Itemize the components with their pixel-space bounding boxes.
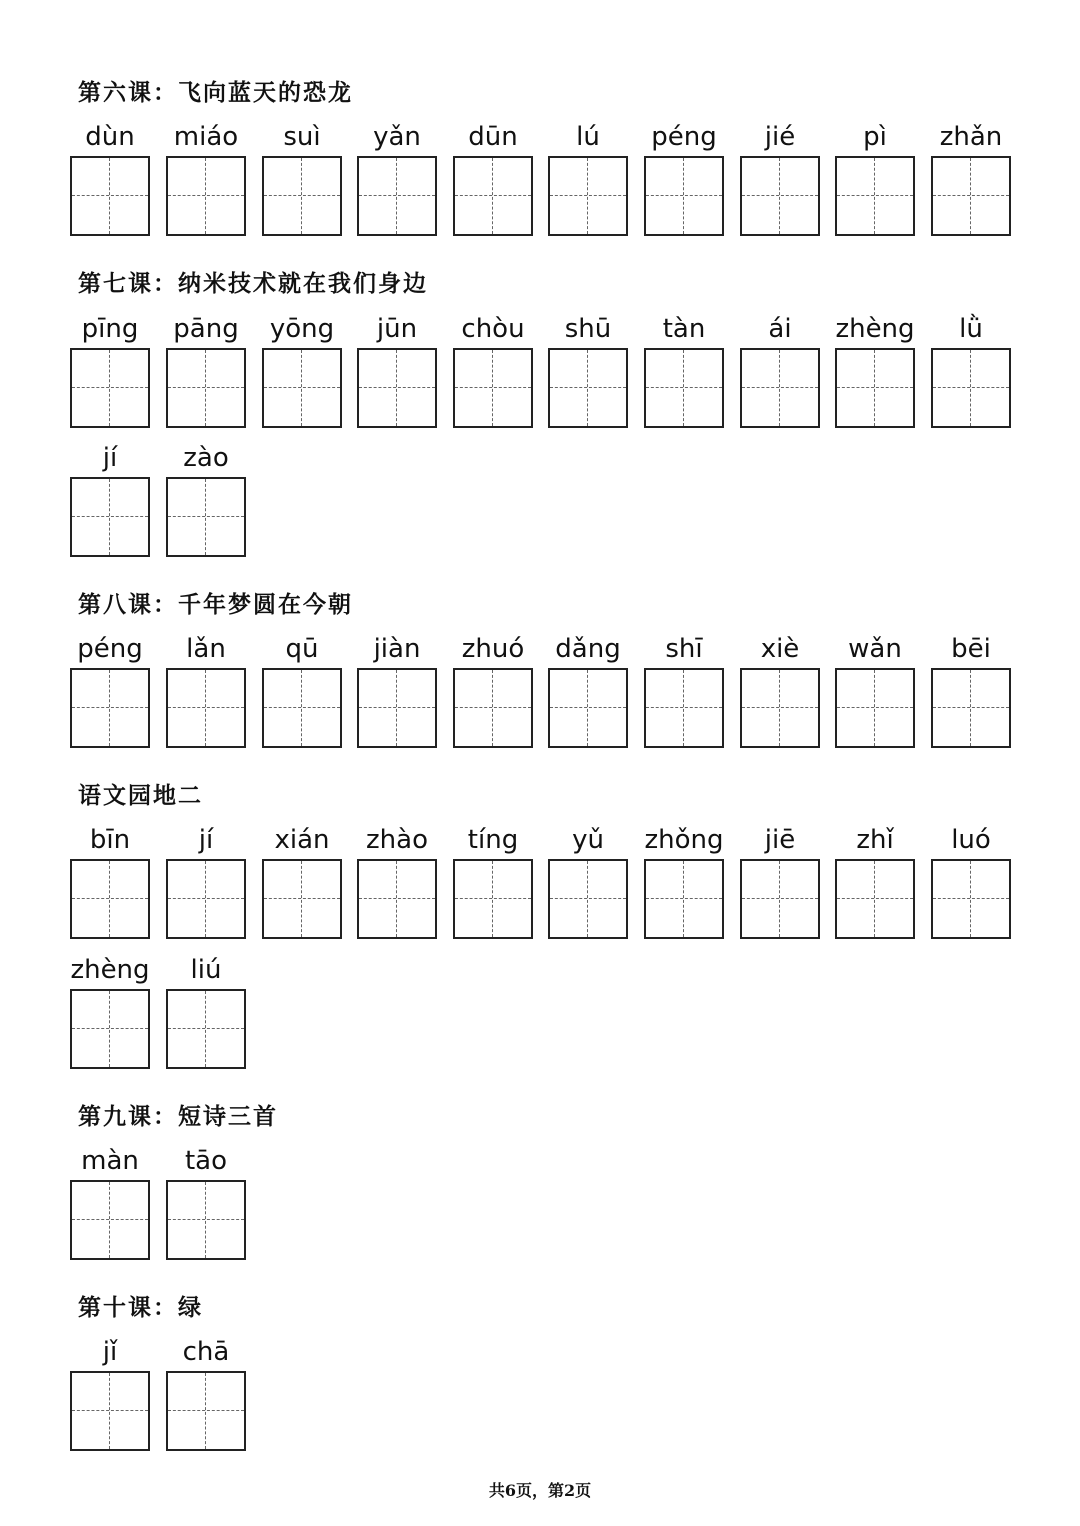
- pinyin-label: xián: [274, 825, 330, 855]
- section-title: 第九课：短诗三首: [78, 1103, 278, 1130]
- character-cell: [166, 632, 246, 748]
- writing-grid-box[interactable]: [548, 156, 628, 236]
- character-cell: [548, 823, 628, 939]
- grid-guide-horizontal: [550, 195, 626, 196]
- writing-grid-box[interactable]: [644, 156, 724, 236]
- pinyin-label: ái: [768, 314, 792, 344]
- grid-guide-vertical: [109, 479, 110, 555]
- grid-guide-horizontal: [168, 707, 244, 708]
- grid-guide-horizontal: [933, 707, 1009, 708]
- writing-grid-box[interactable]: [835, 156, 915, 236]
- character-cell: [166, 441, 246, 557]
- character-cell: [357, 312, 437, 428]
- grid-guide-vertical: [396, 158, 397, 234]
- pinyin-label: jiē: [764, 825, 796, 855]
- pinyin-label: péng: [651, 122, 717, 152]
- writing-grid-box[interactable]: [166, 989, 246, 1069]
- grid-guide-horizontal: [455, 898, 531, 899]
- pinyin-label: zhèng: [835, 314, 915, 344]
- grid-guide-vertical: [587, 158, 588, 234]
- character-cell: [740, 632, 820, 748]
- grid-guide-vertical: [109, 861, 110, 937]
- grid-guide-vertical: [396, 350, 397, 426]
- pinyin-label: yǔ: [572, 825, 604, 855]
- character-cell: [548, 120, 628, 236]
- pinyin-label: jūn: [376, 314, 418, 344]
- grid-guide-horizontal: [550, 387, 626, 388]
- grid-guide-horizontal: [455, 707, 531, 708]
- pinyin-label: xiè: [760, 634, 800, 664]
- grid-guide-horizontal: [359, 387, 435, 388]
- grid-guide-vertical: [683, 861, 684, 937]
- character-cell: [166, 1335, 246, 1451]
- grid-guide-horizontal: [168, 387, 244, 388]
- section-title: 第八课：千年梦圆在今朝: [78, 591, 353, 618]
- grid-guide-vertical: [205, 1373, 206, 1449]
- grid-guide-vertical: [301, 861, 302, 937]
- writing-grid-box[interactable]: [357, 859, 437, 939]
- writing-grid-box[interactable]: [166, 1371, 246, 1451]
- grid-guide-vertical: [779, 158, 780, 234]
- writing-grid-box[interactable]: [262, 859, 342, 939]
- writing-grid-box[interactable]: [835, 859, 915, 939]
- writing-grid-box[interactable]: [644, 859, 724, 939]
- pinyin-label: jí: [198, 825, 214, 855]
- writing-grid-box[interactable]: [70, 859, 150, 939]
- writing-grid-box[interactable]: [166, 348, 246, 428]
- grid-guide-vertical: [109, 1373, 110, 1449]
- character-cell: [548, 312, 628, 428]
- pinyin-label: pì: [863, 122, 887, 152]
- grid-guide-horizontal: [646, 387, 722, 388]
- pinyin-label: bīn: [89, 825, 131, 855]
- grid-guide-horizontal: [168, 1028, 244, 1029]
- writing-grid-box[interactable]: [357, 348, 437, 428]
- pinyin-label: bēi: [951, 634, 991, 664]
- grid-guide-vertical: [970, 158, 971, 234]
- grid-guide-vertical: [779, 350, 780, 426]
- writing-grid-box[interactable]: [262, 668, 342, 748]
- grid-guide-horizontal: [359, 707, 435, 708]
- grid-guide-horizontal: [168, 1219, 244, 1220]
- grid-guide-vertical: [970, 861, 971, 937]
- writing-grid-box[interactable]: [70, 1371, 150, 1451]
- grid-guide-horizontal: [550, 898, 626, 899]
- grid-guide-vertical: [970, 350, 971, 426]
- grid-guide-vertical: [205, 670, 206, 746]
- character-cell: [70, 823, 150, 939]
- section-title: 第六课：飞向蓝天的恐龙: [78, 79, 353, 106]
- grid-guide-horizontal: [742, 898, 818, 899]
- grid-guide-horizontal: [168, 516, 244, 517]
- grid-guide-horizontal: [646, 195, 722, 196]
- character-cell: [262, 312, 342, 428]
- grid-guide-vertical: [874, 670, 875, 746]
- grid-guide-vertical: [109, 991, 110, 1067]
- pinyin-label: zhào: [366, 825, 428, 855]
- grid-guide-horizontal: [264, 387, 340, 388]
- character-cell: [931, 823, 1011, 939]
- pinyin-label: péng: [77, 634, 143, 664]
- writing-grid-box[interactable]: [166, 156, 246, 236]
- grid-guide-horizontal: [72, 1219, 148, 1220]
- grid-guide-horizontal: [264, 195, 340, 196]
- writing-grid-box[interactable]: [453, 156, 533, 236]
- pinyin-label: jiàn: [373, 634, 421, 664]
- grid-guide-vertical: [492, 861, 493, 937]
- grid-guide-horizontal: [72, 387, 148, 388]
- pinyin-label: liú: [190, 955, 222, 985]
- writing-grid-box[interactable]: [740, 668, 820, 748]
- pinyin-label: chā: [182, 1337, 230, 1367]
- grid-guide-horizontal: [72, 1028, 148, 1029]
- writing-grid-box[interactable]: [548, 348, 628, 428]
- grid-guide-horizontal: [72, 516, 148, 517]
- grid-guide-horizontal: [837, 195, 913, 196]
- grid-guide-horizontal: [550, 707, 626, 708]
- grid-guide-vertical: [492, 670, 493, 746]
- pinyin-label: jié: [764, 122, 796, 152]
- pinyin-label: miáo: [173, 122, 239, 152]
- character-cell: [70, 953, 150, 1069]
- character-cell: [740, 823, 820, 939]
- grid-guide-horizontal: [837, 898, 913, 899]
- writing-grid-box[interactable]: [740, 348, 820, 428]
- grid-guide-horizontal: [933, 387, 1009, 388]
- grid-guide-horizontal: [455, 387, 531, 388]
- grid-guide-horizontal: [168, 898, 244, 899]
- grid-guide-horizontal: [359, 195, 435, 196]
- grid-guide-vertical: [205, 350, 206, 426]
- grid-guide-horizontal: [168, 195, 244, 196]
- character-cell: [835, 312, 915, 428]
- grid-guide-vertical: [874, 350, 875, 426]
- writing-grid-box[interactable]: [70, 668, 150, 748]
- grid-guide-vertical: [396, 861, 397, 937]
- character-cell: [262, 823, 342, 939]
- writing-grid-box[interactable]: [166, 859, 246, 939]
- grid-guide-vertical: [874, 158, 875, 234]
- character-cell: [835, 632, 915, 748]
- writing-grid-box[interactable]: [262, 348, 342, 428]
- character-cell: [453, 312, 533, 428]
- character-cell: [70, 1144, 150, 1260]
- writing-grid-box[interactable]: [644, 668, 724, 748]
- pinyin-label: dūn: [468, 122, 518, 152]
- character-cell: [262, 120, 342, 236]
- section-title: 第十课：绿: [78, 1294, 203, 1321]
- pinyin-label: zhèng: [70, 955, 150, 985]
- grid-guide-horizontal: [168, 1410, 244, 1411]
- pinyin-label: qū: [285, 634, 319, 664]
- grid-guide-horizontal: [455, 195, 531, 196]
- character-cell: [644, 823, 724, 939]
- pinyin-label: dùn: [85, 122, 135, 152]
- writing-grid-box[interactable]: [166, 1180, 246, 1260]
- pinyin-label: suì: [283, 122, 321, 152]
- pinyin-label: shū: [564, 314, 612, 344]
- character-cell: [644, 632, 724, 748]
- character-cell: [166, 120, 246, 236]
- writing-grid-box[interactable]: [70, 477, 150, 557]
- pinyin-label: màn: [81, 1146, 139, 1176]
- writing-grid-box[interactable]: [931, 859, 1011, 939]
- pinyin-label: zào: [183, 443, 229, 473]
- grid-guide-horizontal: [742, 195, 818, 196]
- grid-guide-vertical: [492, 350, 493, 426]
- grid-guide-vertical: [205, 479, 206, 555]
- grid-guide-horizontal: [837, 387, 913, 388]
- grid-guide-vertical: [205, 991, 206, 1067]
- grid-guide-vertical: [779, 861, 780, 937]
- grid-guide-vertical: [587, 861, 588, 937]
- section-title: 语文园地二: [78, 782, 203, 809]
- writing-grid-box[interactable]: [453, 348, 533, 428]
- pinyin-label: lǜ: [959, 314, 983, 344]
- grid-guide-vertical: [396, 670, 397, 746]
- character-cell: [740, 312, 820, 428]
- pinyin-label: zhǐ: [856, 825, 894, 855]
- grid-guide-vertical: [683, 670, 684, 746]
- pinyin-label: yǎn: [373, 122, 421, 152]
- character-cell: [166, 1144, 246, 1260]
- writing-grid-box[interactable]: [548, 859, 628, 939]
- writing-grid-box[interactable]: [931, 156, 1011, 236]
- writing-grid-box[interactable]: [70, 1180, 150, 1260]
- grid-guide-vertical: [683, 158, 684, 234]
- section-title: 第七课：纳米技术就在我们身边: [78, 270, 428, 297]
- page-footer: 共6页，第2页: [488, 1481, 592, 1500]
- grid-guide-vertical: [683, 350, 684, 426]
- character-cell: [644, 312, 724, 428]
- character-cell: [453, 120, 533, 236]
- writing-grid-box[interactable]: [931, 668, 1011, 748]
- character-cell: [166, 823, 246, 939]
- grid-guide-horizontal: [742, 707, 818, 708]
- grid-guide-horizontal: [72, 1410, 148, 1411]
- grid-guide-vertical: [109, 350, 110, 426]
- pinyin-label: tíng: [467, 825, 519, 855]
- pinyin-label: zhǒng: [644, 825, 724, 855]
- character-cell: [166, 312, 246, 428]
- character-cell: [262, 632, 342, 748]
- writing-grid-box[interactable]: [70, 989, 150, 1069]
- pinyin-label: pāng: [173, 314, 239, 344]
- character-cell: [70, 120, 150, 236]
- grid-guide-vertical: [301, 670, 302, 746]
- grid-guide-horizontal: [72, 707, 148, 708]
- writing-grid-box[interactable]: [740, 859, 820, 939]
- pinyin-label: wǎn: [848, 634, 902, 664]
- character-cell: [357, 120, 437, 236]
- pinyin-label: tàn: [662, 314, 706, 344]
- grid-guide-horizontal: [837, 707, 913, 708]
- pinyin-label: lǎn: [186, 634, 226, 664]
- pinyin-label: pīng: [81, 314, 139, 344]
- grid-guide-vertical: [109, 158, 110, 234]
- grid-guide-vertical: [779, 670, 780, 746]
- writing-grid-box[interactable]: [835, 668, 915, 748]
- character-cell: [357, 823, 437, 939]
- pinyin-label: lú: [576, 122, 600, 152]
- grid-guide-horizontal: [646, 707, 722, 708]
- pinyin-label: tāo: [184, 1146, 228, 1176]
- character-cell: [835, 120, 915, 236]
- grid-guide-vertical: [301, 350, 302, 426]
- pinyin-label: yōng: [269, 314, 335, 344]
- character-cell: [644, 120, 724, 236]
- writing-grid-box[interactable]: [70, 348, 150, 428]
- grid-guide-vertical: [109, 1182, 110, 1258]
- writing-grid-box[interactable]: [70, 156, 150, 236]
- pinyin-label: dǎng: [555, 634, 621, 664]
- grid-guide-horizontal: [359, 898, 435, 899]
- character-cell: [835, 823, 915, 939]
- grid-guide-vertical: [205, 1182, 206, 1258]
- pinyin-label: shī: [665, 634, 703, 664]
- writing-grid-box[interactable]: [453, 859, 533, 939]
- character-cell: [70, 312, 150, 428]
- grid-guide-horizontal: [933, 195, 1009, 196]
- character-cell: [70, 632, 150, 748]
- writing-grid-box[interactable]: [835, 348, 915, 428]
- character-cell: [70, 1335, 150, 1451]
- writing-grid-box[interactable]: [166, 668, 246, 748]
- pinyin-label: chòu: [461, 314, 525, 344]
- writing-grid-box[interactable]: [931, 348, 1011, 428]
- writing-grid-box[interactable]: [262, 156, 342, 236]
- character-cell: [931, 120, 1011, 236]
- writing-grid-box[interactable]: [453, 668, 533, 748]
- character-cell: [740, 120, 820, 236]
- pinyin-label: zhǎn: [939, 122, 1003, 152]
- grid-guide-vertical: [301, 158, 302, 234]
- writing-grid-box[interactable]: [644, 348, 724, 428]
- writing-grid-box[interactable]: [166, 477, 246, 557]
- character-cell: [931, 632, 1011, 748]
- pinyin-label: jí: [102, 443, 118, 473]
- grid-guide-horizontal: [72, 898, 148, 899]
- pinyin-label: zhuó: [461, 634, 525, 664]
- character-cell: [453, 632, 533, 748]
- grid-guide-horizontal: [646, 898, 722, 899]
- character-cell: [548, 632, 628, 748]
- pinyin-label: luó: [951, 825, 991, 855]
- grid-guide-vertical: [874, 861, 875, 937]
- grid-guide-horizontal: [72, 195, 148, 196]
- grid-guide-vertical: [587, 670, 588, 746]
- grid-guide-vertical: [205, 861, 206, 937]
- grid-guide-vertical: [205, 158, 206, 234]
- grid-guide-vertical: [970, 670, 971, 746]
- grid-guide-horizontal: [264, 898, 340, 899]
- character-cell: [70, 441, 150, 557]
- writing-grid-box[interactable]: [357, 668, 437, 748]
- character-cell: [453, 823, 533, 939]
- grid-guide-horizontal: [933, 898, 1009, 899]
- character-cell: [931, 312, 1011, 428]
- writing-grid-box[interactable]: [548, 668, 628, 748]
- character-cell: [357, 632, 437, 748]
- grid-guide-vertical: [492, 158, 493, 234]
- grid-guide-vertical: [587, 350, 588, 426]
- pinyin-label: jǐ: [102, 1337, 118, 1367]
- character-cell: [166, 953, 246, 1069]
- grid-guide-horizontal: [264, 707, 340, 708]
- writing-grid-box[interactable]: [740, 156, 820, 236]
- grid-guide-vertical: [109, 670, 110, 746]
- grid-guide-horizontal: [742, 387, 818, 388]
- writing-grid-box[interactable]: [357, 156, 437, 236]
